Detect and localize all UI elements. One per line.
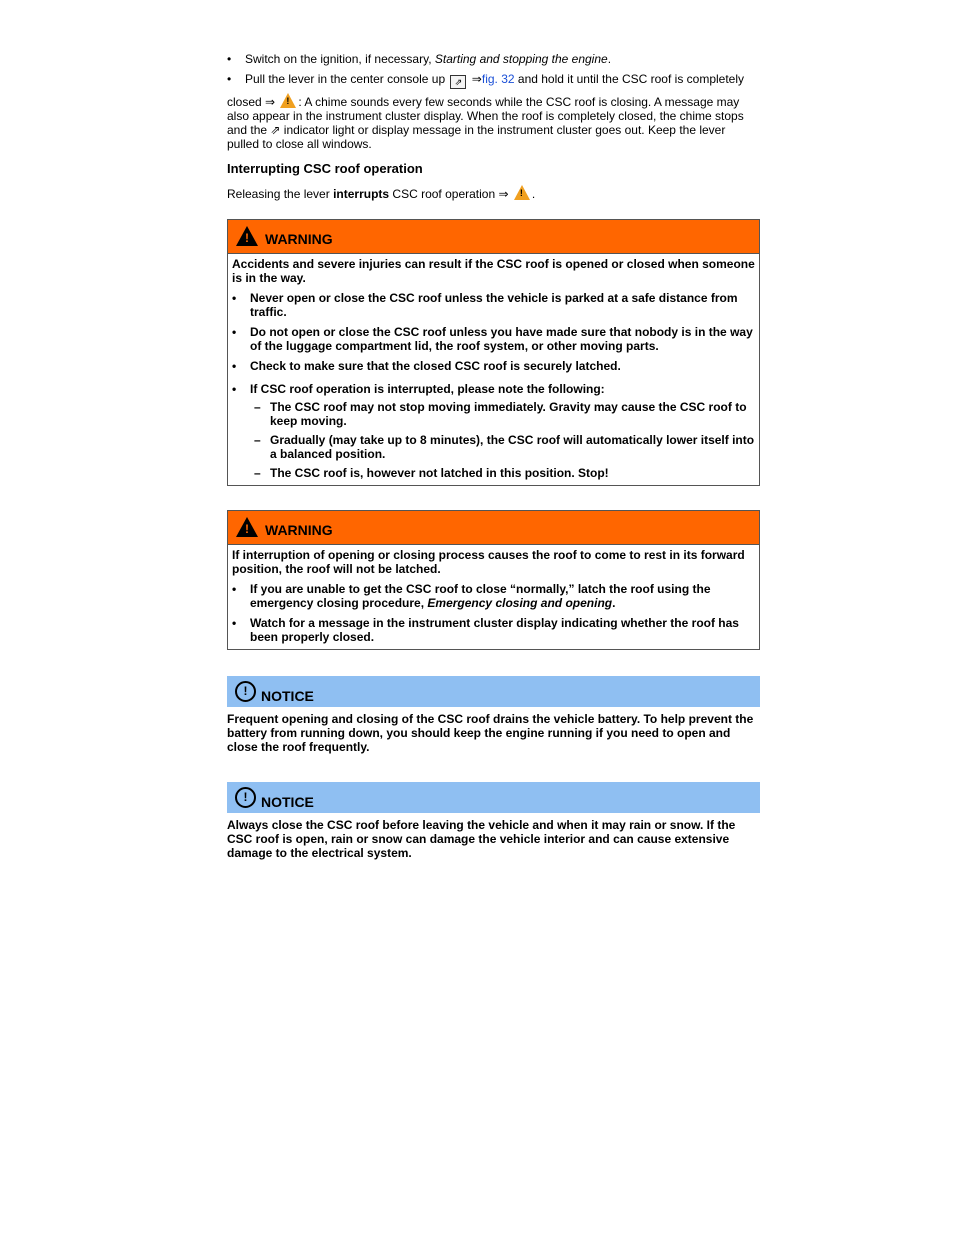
warning-icon: !: [236, 517, 258, 537]
bullet-icon: •: [227, 52, 232, 66]
bullet-icon: •: [232, 382, 237, 396]
warning-item: • Never open or close the CSC roof unless the vehicle is parked at a safe distance from traffic.: [232, 291, 738, 319]
warning-header: [228, 511, 759, 545]
warning-intro: Accidents and severe injuries can result if the CSC roof is opened or closed when someone is in the way.: [232, 257, 755, 285]
bullet-icon: •: [232, 582, 237, 596]
step-ignition: • Switch on the ignition, if necessary, Starting and stopping the engine.: [227, 52, 612, 66]
link-starting-engine[interactable]: Starting and stopping the engine: [434, 52, 608, 66]
warning-triangle-icon[interactable]: !: [280, 93, 296, 108]
warning-triangle-icon[interactable]: !: [514, 185, 530, 200]
warning-box-1: [227, 219, 760, 486]
warning-item: • Watch for a message in the instrument cluster display indicating whether the roof has been properly closed.: [232, 616, 739, 644]
warning-body: [228, 254, 759, 485]
notice-icon: !: [235, 787, 256, 808]
roof-lever-icon: ⇗: [450, 75, 466, 89]
bullet-icon: •: [232, 359, 237, 373]
page-content: [227, 52, 760, 860]
warning-intro: If interruption of opening or closing process causes the roof to come to rest in its forward position, the roof will not be latched.: [232, 548, 745, 576]
interrupt-heading: Interrupting CSC roof operation: [227, 161, 423, 176]
warning-item: • If you are unable to get the CSC roof to close “normally,” latch the roof using the emergency closing procedure, Emergency closing and opening.: [232, 582, 711, 610]
warning-title: WARNING: [265, 522, 333, 538]
notice-title: NOTICE: [261, 688, 314, 704]
step-pull-lever: • Pull the lever in the center console up ⇗ ⇒fig. 32 and hold it until the CSC roof is completely: [227, 72, 745, 87]
notice-box-1: [227, 676, 760, 754]
warning-header: [228, 220, 759, 254]
dash-icon: –: [254, 466, 261, 480]
bullet-icon: •: [232, 291, 237, 305]
warning-item: • Do not open or close the CSC roof unless you have made sure that nobody is in the way of the luggage compartment lid, the roof system, or other moving parts.: [232, 325, 753, 353]
bullet-icon: •: [232, 325, 237, 339]
notice-body: Frequent opening and closing of the CSC roof drains the vehicle battery. To help prevent the battery from running down, you should keep the engine running if you need to open and close the roof frequently.: [227, 712, 754, 754]
notice-title: NOTICE: [261, 794, 314, 810]
warning-item: • Check to make sure that the closed CSC roof is securely latched.: [232, 359, 621, 373]
interrupt-text: Releasing the lever interrupts CSC roof operation ⇒ ! .: [227, 187, 536, 201]
warning-subitem: – The CSC roof may not stop moving immediately. Gravity may cause the CSC roof to keep moving.: [254, 400, 747, 428]
warning-body: [228, 545, 759, 649]
warning-subitem: – Gradually (may take up to 8 minutes), the CSC roof will automatically lower itself into a balanced position.: [254, 433, 755, 461]
link-emergency-closing[interactable]: Emergency closing and opening: [427, 596, 613, 610]
step-pull-lever-cont: closed ⇒ ! : A chime sounds every few seconds while the CSC roof is closing. A message may also appear in the instrument cluster display. When the roof is completely closed, the chime stops and the ⇗ indicator light or display message in the instrument cluster goes out. Keep the lever pulled to close all windows.: [227, 95, 744, 151]
dash-icon: –: [254, 433, 261, 447]
notice-header: [227, 782, 760, 813]
notice-header: [227, 676, 760, 707]
notice-box-2: [227, 782, 760, 860]
warning-icon: !: [236, 226, 258, 246]
link-fig-32[interactable]: fig. 32: [481, 72, 515, 86]
bullet-icon: •: [232, 616, 237, 630]
roof-indicator-icon: ⇗: [270, 123, 281, 137]
dash-icon: –: [254, 400, 261, 414]
warning-title: WARNING: [265, 231, 333, 247]
bullet-icon: •: [227, 72, 232, 86]
warning-box-2: [227, 510, 760, 650]
warning-subitem: – The CSC roof is, however not latched in this position. Stop!: [254, 466, 609, 480]
notice-icon: !: [235, 681, 256, 702]
warning-item: • If CSC roof operation is interrupted, please note the following:: [232, 382, 605, 396]
notice-body: Always close the CSC roof before leaving the vehicle and when it may rain or snow. If the CSC roof is open, rain or snow can damage the vehicle interior and can cause extensive damage to the electrical system.: [227, 818, 736, 860]
